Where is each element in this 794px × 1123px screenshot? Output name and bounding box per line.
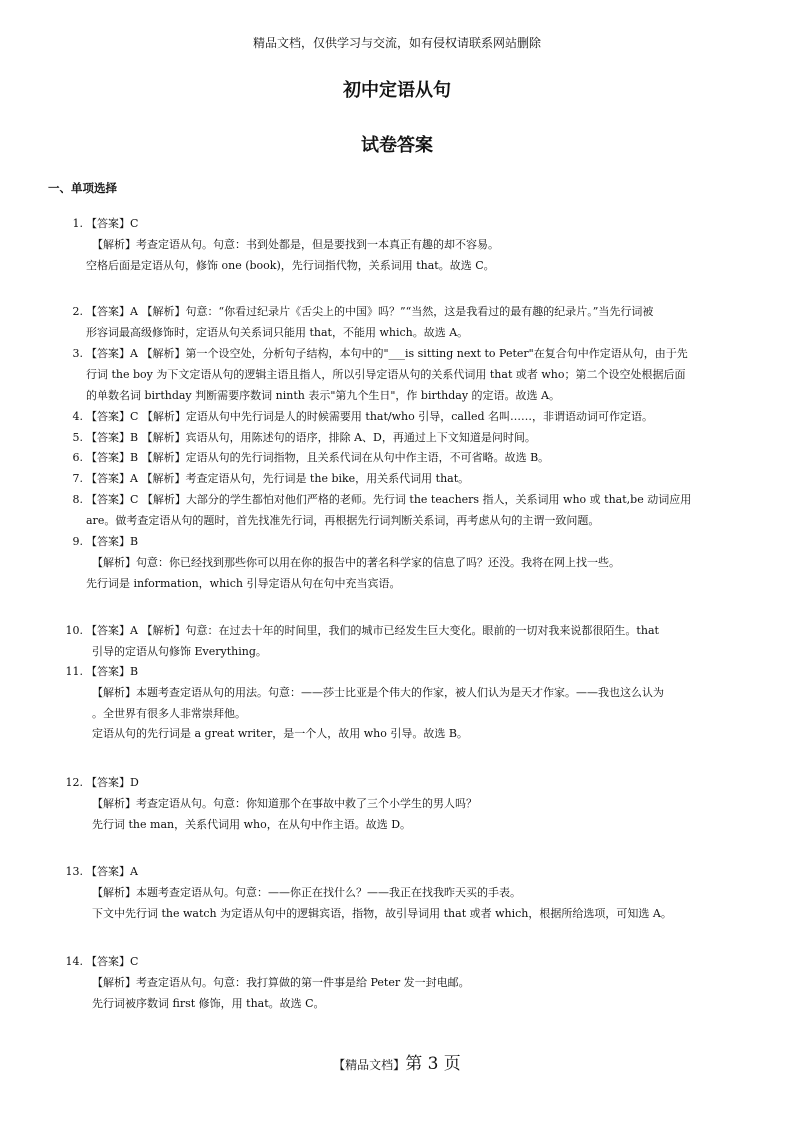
explanation-line: 的单数名词 birthday 判断需要序数词 ninth 表示"第九个生日"，作 birthday 的定语。故选 A。 xyxy=(86,388,561,402)
explanation-line: 形容词最高级修饰时，定语从句关系词只能用 that，不能用 which。故选 A。 xyxy=(86,325,469,339)
explanation-line: 行词 the boy 为下文定语从句的逻辑主语且指人，所以引导定语从句的关系代词用 that 或者 who；第二个设空处根据后面 xyxy=(86,367,686,381)
section-heading: 一、单项选择 xyxy=(48,181,117,195)
item-number: 1. xyxy=(72,217,83,230)
answer-line: 【答案】A 【解析】考查定语从句，先行词是 the bike，用关系代词用 that。 xyxy=(86,472,470,485)
answer-line: 【答案】B xyxy=(86,535,139,548)
explanation-line: 【解析】考查定语从句。句意：你知道那个在事故中救了三个小学生的男人吗？ xyxy=(92,796,477,810)
page-number: 第 3 页 xyxy=(405,1054,461,1074)
answer-line: 【答案】B 【解析】定语从句的先行词指物，且关系代词在从句中作主语，不可省略。故选 B。 xyxy=(86,451,550,464)
explanation-line: 先行词是 information，which 引导定语从句在句中充当宾语。 xyxy=(86,576,401,590)
item-number: 14. xyxy=(65,955,83,968)
document-subtitle: 试卷答案 xyxy=(361,135,433,156)
footer-label: 【精品文档】 xyxy=(333,1058,406,1072)
answer-line: 【答案】C xyxy=(86,217,139,230)
item-number: 4. xyxy=(72,410,83,423)
explanation-line: 先行词被序数词 first 修饰，用 that。故选 C。 xyxy=(92,996,325,1010)
answer-line: 【答案】C 【解析】定语从句中先行词是人的时候需要用 that/who 引导，called 名叫……，非谓语动词可作定语。 xyxy=(86,410,654,423)
explanation-line: 下文中先行词 the watch 为定语从句中的逻辑宾语，指物，故引导词用 that 或者 which，根据所给选项，可知选 A。 xyxy=(92,906,672,920)
item-number: 9. xyxy=(72,535,83,548)
answer-line: 【答案】B xyxy=(86,665,139,678)
explanation-line: 【解析】考查定语从句。句意：书到处都是，但是要找到一本真正有趣的却不容易。 xyxy=(92,237,499,251)
answer-line: 【答案】A 【解析】第一个设空处，分析句子结构，本句中的"___is sitting next to Peter"在复合句中作定语从句，由于先 xyxy=(86,347,688,360)
answer-line: 【答案】A 【解析】句意：“你看过纪录片《舌尖上的中国》吗？”“当然，这是我看过的最有趣的纪录片。”当先行词被 xyxy=(86,305,654,318)
explanation-line: 引导的定语从句修饰 Everything。 xyxy=(92,644,267,658)
item-number: 2. xyxy=(72,305,83,318)
explanation-line: 【解析】句意：你已经找到那些你可以用在你的报告中的著名科学家的信息了吗？还没。我将在网上找一些。 xyxy=(92,555,620,569)
item-number: 3. xyxy=(72,347,83,360)
answer-line: 【答案】D xyxy=(86,776,139,789)
item-number: 8. xyxy=(72,493,83,506)
explanation-line: 。全世界有很多人非常崇拜他。 xyxy=(92,706,246,720)
answer-line: 【答案】C xyxy=(86,955,139,968)
item-number: 10. xyxy=(65,624,83,637)
answer-line: 【答案】A xyxy=(86,865,138,878)
answer-line: 【答案】B 【解析】宾语从句，用陈述句的语序，排除 A、D，再通过上下文知道是问时间。 xyxy=(86,431,536,444)
explanation-line: 先行词 the man，关系代词用 who，在从句中作主语。故选 D。 xyxy=(92,817,412,831)
item-number: 6. xyxy=(72,451,83,464)
item-number: 13. xyxy=(65,865,83,878)
item-number: 12. xyxy=(65,776,83,789)
answer-line: 【答案】A 【解析】句意：在过去十年的时间里，我们的城市已经发生巨大变化。眼前的一切对我来说都很陌生。that xyxy=(86,624,659,637)
explanation-line: 【解析】本题考查定语从句的用法。句意：——莎士比亚是个伟大的作家，被人们认为是天才作家。——我也这么认为 xyxy=(92,685,664,699)
explanation-line: 【解析】本题考查定语从句。句意：——你正在找什么？——我正在找我昨天买的手表。 xyxy=(92,885,521,899)
page-footer xyxy=(0,1049,794,1074)
page-header: 精品文档，仅供学习与交流，如有侵权请联系网站删除 xyxy=(252,36,541,50)
document-title: 初中定语从句 xyxy=(343,80,451,101)
item-number: 5. xyxy=(72,431,83,444)
explanation-line: are。做考查定语从句的题时，首先找准先行词，再根据先行词判断关系词，再考虑从句的主谓一致问题。 xyxy=(86,513,600,527)
item-number: 11. xyxy=(65,665,83,678)
explanation-line: 【解析】考查定语从句。句意：我打算做的第一件事是给 Peter 发一封电邮。 xyxy=(92,975,470,989)
explanation-line: 空格后面是定语从句，修饰 one (book)，先行词指代物，关系词用 that。故选 C。 xyxy=(86,258,495,272)
item-number: 7. xyxy=(72,472,83,485)
answer-line: 【答案】C 【解析】大部分的学生都怕对他们严格的老师。先行词 the teachers 指人，关系词用 who 或 that,be 动词应用 xyxy=(86,493,692,506)
explanation-line: 定语从句的先行词是 a great writer，是一个人，故用 who 引导。故选 B。 xyxy=(92,727,468,741)
